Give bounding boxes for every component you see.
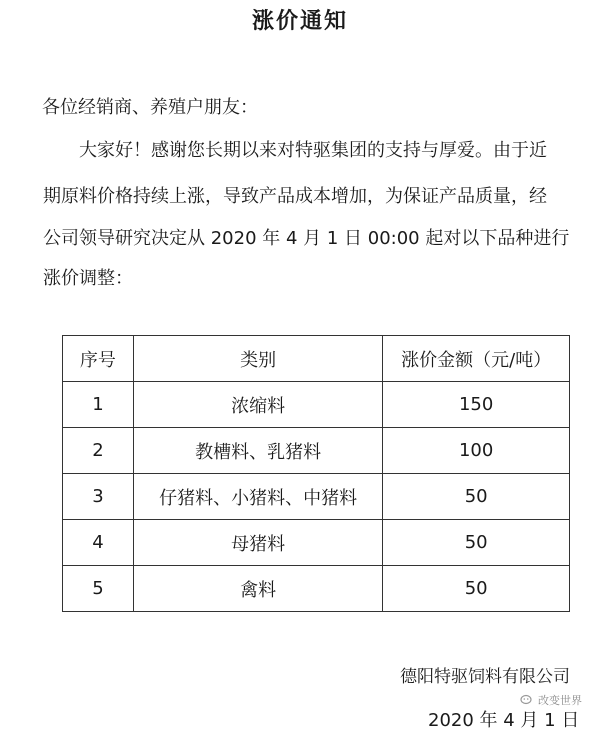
table-row xyxy=(63,382,570,428)
row-amount: 50 xyxy=(383,520,570,566)
row-amount: 150 xyxy=(383,382,570,428)
body-line-3: 公司领导研究决定从 2020 年 4 月 1 日 00:00 起对以下品种进行 xyxy=(43,228,570,249)
row-seq: 4 xyxy=(63,520,134,566)
header-amount: 涨价金额（元/吨） xyxy=(383,336,570,382)
header-category: 类别 xyxy=(133,336,382,382)
row-seq: 2 xyxy=(63,428,134,474)
row-category: 仔猪料、小猪料、中猪料 xyxy=(133,474,382,520)
row-seq: 5 xyxy=(63,566,134,612)
document-title: 涨价通知 xyxy=(251,9,348,34)
table-row xyxy=(63,520,570,566)
row-amount: 50 xyxy=(383,474,570,520)
row-category: 母猪料 xyxy=(133,520,382,566)
company-name: 德阳特驱饲料有限公司 xyxy=(400,667,570,687)
wechat-icon xyxy=(520,693,534,707)
row-category: 禽料 xyxy=(133,566,382,612)
row-seq: 1 xyxy=(63,382,134,428)
body-line-2: 期原料价格持续上涨，导致产品成本增加，为保证产品质量，经 xyxy=(43,186,547,207)
greeting: 各位经销商、养殖户朋友： xyxy=(42,97,258,118)
body-line-1: 大家好！感谢您长期以来对特驱集团的支持与厚爱。由于近 xyxy=(79,140,547,161)
watermark-text: 改变世界 xyxy=(538,694,582,707)
row-category: 浓缩料 xyxy=(133,382,382,428)
row-seq: 3 xyxy=(63,474,134,520)
row-amount: 50 xyxy=(383,566,570,612)
table-row xyxy=(63,474,570,520)
table-row xyxy=(63,566,570,612)
table-header-row xyxy=(63,336,570,382)
header-seq: 序号 xyxy=(63,336,134,382)
row-category: 教槽料、乳猪料 xyxy=(133,428,382,474)
body-line-4: 涨价调整： xyxy=(43,268,133,289)
row-amount: 100 xyxy=(383,428,570,474)
notice-date: 2020 年 4 月 1 日 xyxy=(428,710,580,731)
price-table xyxy=(62,335,570,612)
table-row xyxy=(63,428,570,474)
